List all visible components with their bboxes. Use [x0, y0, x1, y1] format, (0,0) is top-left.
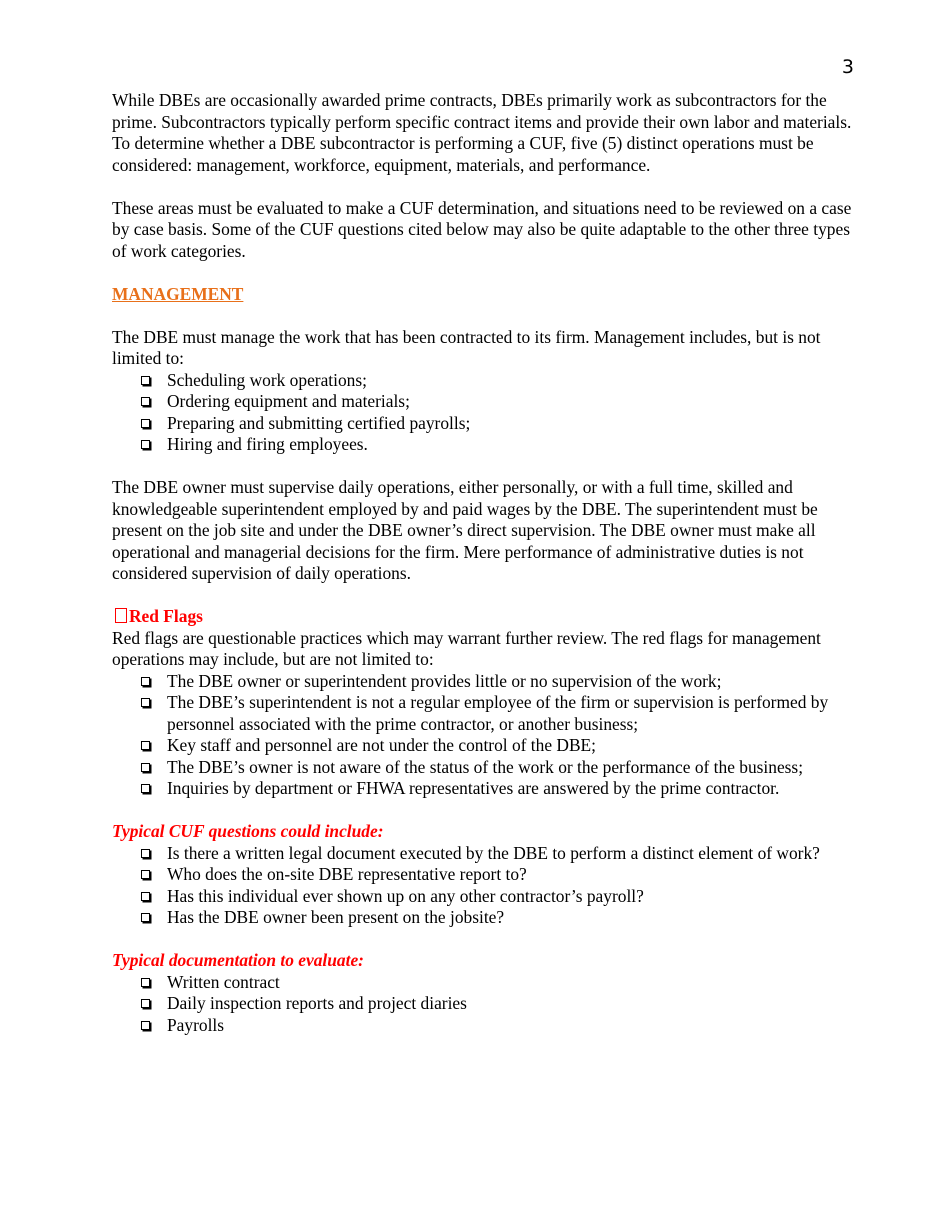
list-item: Who does the on-site DBE representative report to?: [167, 864, 860, 886]
checkbox-bullet-icon: [141, 1021, 150, 1030]
list-item: Inquiries by department or FHWA representatives are answered by the prime contractor.: [167, 778, 860, 800]
checkbox-bullet-icon: [141, 763, 150, 772]
intro-paragraph: These areas must be evaluated to make a CUF determination, and situations need to be reviewed on a case by case basis. Some of the CUF questions cited below may also be quite adaptable to the other three types of work categories.: [112, 197, 852, 261]
red-flags-intro: Red flags are questionable practices which may warrant further review. The red flags for management operations may include, but are not limited to:: [112, 627, 821, 669]
list-item: The DBE’s owner is not aware of the status of the work or the performance of the business;: [167, 757, 860, 779]
flag-icon: [115, 608, 127, 623]
list-item: Hiring and firing employees.: [167, 434, 860, 456]
list-item: Is there a written legal document executed by the DBE to perform a distinct element of work?: [167, 843, 860, 865]
list-item: Payrolls: [167, 1015, 860, 1037]
list-item: Written contract: [167, 972, 860, 994]
checkbox-bullet-icon: [141, 784, 150, 793]
checkbox-bullet-icon: [141, 376, 150, 385]
management-heading: MANAGEMENT: [112, 283, 244, 304]
list-item: The DBE’s superintendent is not a regular employee of the firm or supervision is performed by personnel associated with the prime contractor, or another business;: [167, 692, 860, 735]
list-item: Key staff and personnel are not under the control of the DBE;: [167, 735, 860, 757]
checkbox-bullet-icon: [141, 677, 150, 686]
red-flags-list: [112, 671, 860, 800]
checkbox-bullet-icon: [141, 419, 150, 428]
documentation-list: [112, 972, 860, 1037]
list-item: Ordering equipment and materials;: [167, 391, 860, 413]
page-number: 3: [841, 56, 854, 78]
document-body: [112, 90, 860, 1036]
supervision-paragraph: The DBE owner must supervise daily operations, either personally, or with a full time, skilled and knowledgeable superintendent employed by and paid wages by the DBE. The superintendent must be present on the job site and under the DBE owner’s direct supervision. The DBE owner must make all operational and managerial decisions for the firm. Mere performance of administrative duties is not considered supervision of daily operations.: [112, 477, 818, 583]
list-item: The DBE owner or superintendent provides little or no supervision of the work;: [167, 671, 860, 693]
cuf-questions-list: [112, 843, 860, 929]
checkbox-bullet-icon: [141, 440, 150, 449]
checkbox-bullet-icon: [141, 999, 150, 1008]
management-intro: The DBE must manage the work that has been contracted to its firm. Management includes, but is not limited to:: [112, 326, 821, 368]
management-list: [112, 370, 860, 456]
checkbox-bullet-icon: [141, 870, 150, 879]
list-item: Has the DBE owner been present on the jobsite?: [167, 907, 860, 929]
list-item: Has this individual ever shown up on any other contractor’s payroll?: [167, 886, 860, 908]
checkbox-bullet-icon: [141, 892, 150, 901]
list-item: Daily inspection reports and project diaries: [167, 993, 860, 1015]
intro-paragraph: While DBEs are occasionally awarded prime contracts, DBEs primarily work as subcontractors for the prime. Subcontractors typically perform specific contract items and provide their own labor and materials. To determine whether a DBE subcontractor is performing a CUF, five (5) distinct operations must be considered: management, workforce, equipment, materials, and performance.: [112, 90, 852, 175]
checkbox-bullet-icon: [141, 698, 150, 707]
checkbox-bullet-icon: [141, 849, 150, 858]
checkbox-bullet-icon: [141, 978, 150, 987]
checkbox-bullet-icon: [141, 741, 150, 750]
checkbox-bullet-icon: [141, 913, 150, 922]
cuf-questions-heading: Typical CUF questions could include:: [112, 821, 384, 841]
list-item: Scheduling work operations;: [167, 370, 860, 392]
red-flags-heading: Red Flags: [112, 606, 860, 628]
list-item: Preparing and submitting certified payrolls;: [167, 413, 860, 435]
documentation-heading: Typical documentation to evaluate:: [112, 950, 364, 970]
checkbox-bullet-icon: [141, 397, 150, 406]
